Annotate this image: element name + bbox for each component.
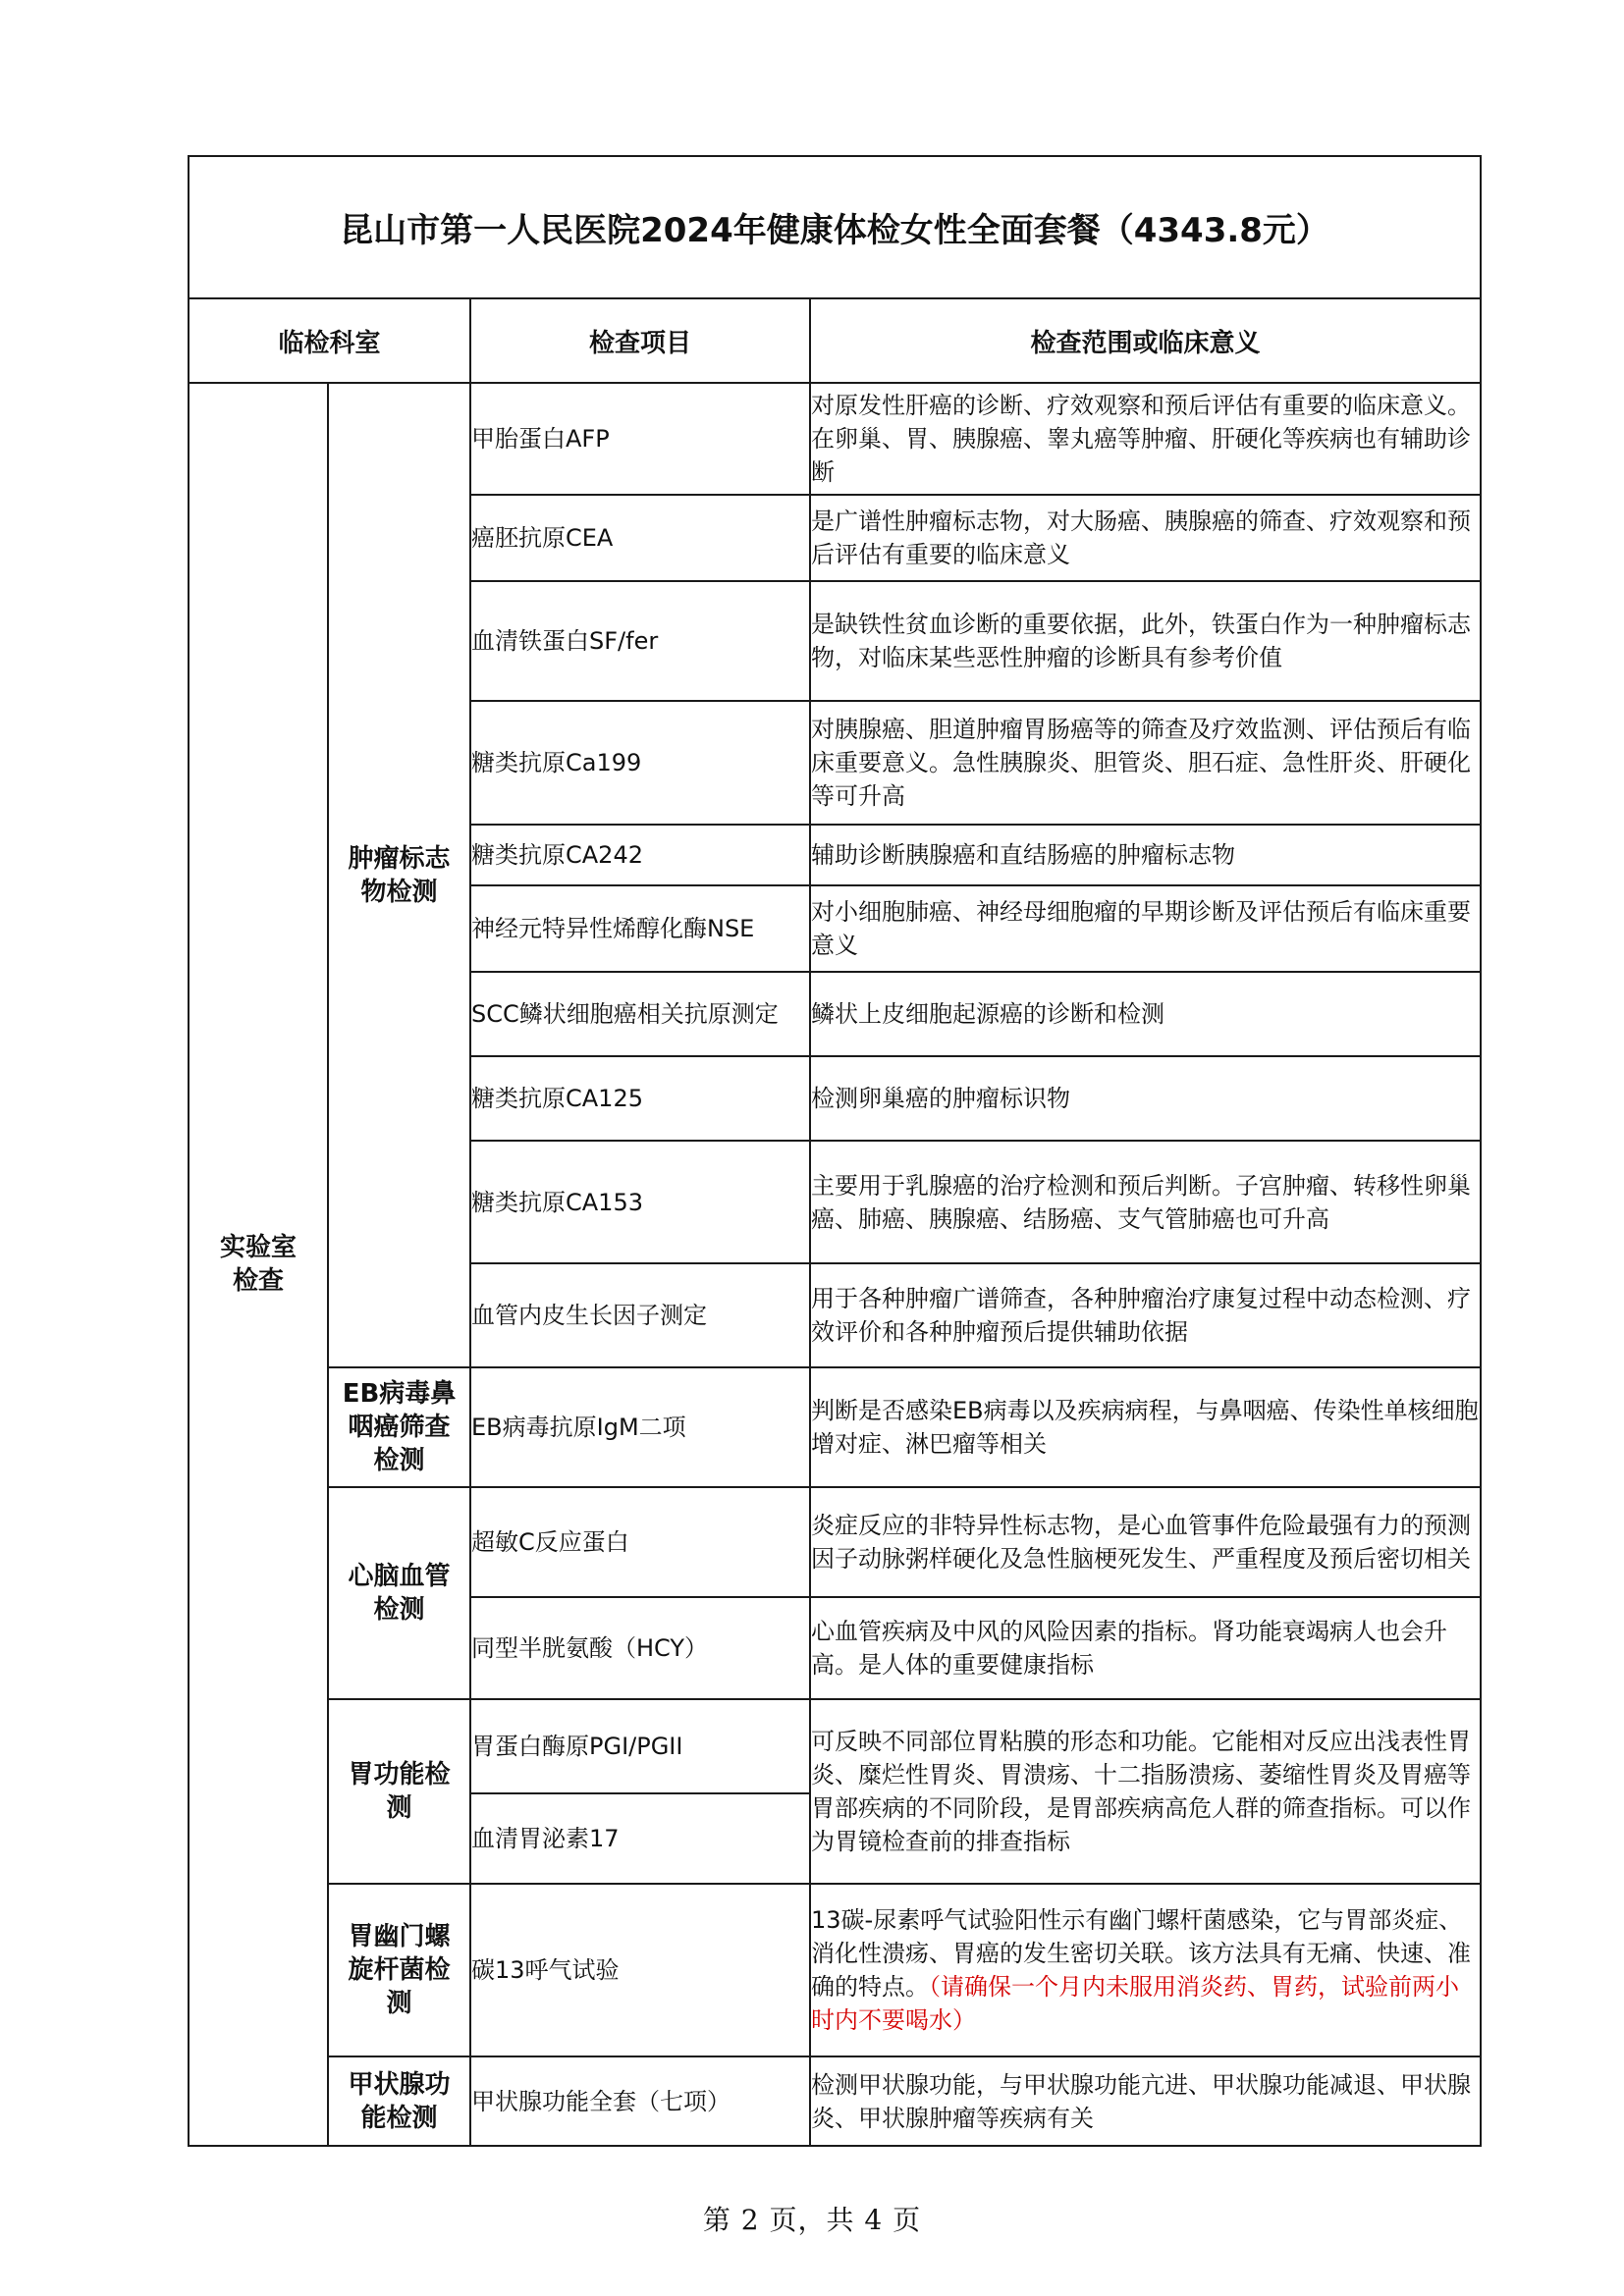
desc-cell: [810, 1884, 1481, 2056]
department-label: 实验室 检查: [219, 1233, 297, 1296]
desc-cell: 判断是否感染EB病毒以及疾病病程，与鼻咽癌、传染性单核细胞增对症、淋巴瘤等相关: [810, 1367, 1481, 1487]
desc-cell: 是广谱性肿瘤标志物，对大肠癌、胰腺癌的筛查、疗效观察和预后评估有重要的临床意义: [810, 495, 1481, 581]
desc-cell: 对原发性肝癌的诊断、疗效观察和预后评估有重要的临床意义。在卵巢、胃、胰腺癌、睾丸癌等肿瘤、肝硬化等疾病也有辅助诊断: [810, 383, 1481, 495]
desc-text: 13碳-尿素呼气试验阳性示有幽门螺杆菌感染，它与胃部炎症、消化性溃疡、胃癌的发生密切关联。该方法具有无痛、快速、准确的特点。: [811, 1906, 1471, 2001]
category-label: 肿瘤标志 物检测: [348, 843, 451, 907]
item-cell: EB病毒抗原IgM二项: [470, 1367, 810, 1487]
desc-cell: 主要用于乳腺癌的治疗检测和预后判断。子宫肿瘤、转移性卵巢癌、肺癌、胰腺癌、结肠癌、支气管肺癌也可升高: [810, 1141, 1481, 1263]
category-label: EB病毒鼻 咽癌筛查 检测: [342, 1379, 457, 1475]
item-cell: 胃蛋白酶原PGI/PGII: [470, 1699, 810, 1793]
item-cell: 癌胚抗原CEA: [470, 495, 810, 581]
item-cell: 血管内皮生长因子测定: [470, 1263, 810, 1367]
header-dept: 临检科室: [189, 298, 470, 383]
desc-cell: 检测甲状腺功能，与甲状腺功能亢进、甲状腺功能减退、甲状腺炎、甲状腺肿瘤等疾病有关: [810, 2056, 1481, 2146]
item-cell: 超敏C反应蛋白: [470, 1487, 810, 1597]
item-cell: 血清铁蛋白SF/fer: [470, 581, 810, 701]
warning-note: （请确保一个月内未服用消炎药、胃药，试验前两小时内不要喝水）: [811, 1973, 1459, 2034]
desc-cell: 是缺铁性贫血诊断的重要依据，此外，铁蛋白作为一种肿瘤标志物，对临床某些恶性肿瘤的诊断具有参考价值: [810, 581, 1481, 701]
desc-cell: 鳞状上皮细胞起源癌的诊断和检测: [810, 972, 1481, 1056]
header-desc: 检查范围或临床意义: [810, 298, 1481, 383]
category-tumor: [328, 383, 470, 1367]
category-cardio: [328, 1487, 470, 1699]
item-cell: 碳13呼气试验: [470, 1884, 810, 2056]
desc-cell: 对小细胞肺癌、神经母细胞瘤的早期诊断及评估预后有临床重要意义: [810, 885, 1481, 972]
item-cell: 甲胎蛋白AFP: [470, 383, 810, 495]
category-thyroid: [328, 2056, 470, 2146]
category-gastric: [328, 1699, 470, 1884]
desc-cell: 炎症反应的非特异性标志物，是心血管事件危险最强有力的预测因子动脉粥样硬化及急性脑梗死发生、严重程度及预后密切相关: [810, 1487, 1481, 1597]
desc-cell: 用于各种肿瘤广谱筛查，各种肿瘤治疗康复过程中动态检测、疗效评价和各种肿瘤预后提供辅助依据: [810, 1263, 1481, 1367]
page-footer: 第 2 页，共 4 页: [702, 2204, 922, 2236]
item-cell: 糖类抗原CA153: [470, 1141, 810, 1263]
category-label: 胃幽门螺 旋杆菌检 测: [348, 1922, 451, 2018]
item-cell: 血清胃泌素17: [470, 1793, 810, 1884]
header-item: 检查项目: [470, 298, 810, 383]
category-eb: [328, 1367, 470, 1487]
item-cell: 甲状腺功能全套（七项）: [470, 2056, 810, 2146]
category-hp: [328, 1884, 470, 2056]
item-cell: SCC鳞状细胞癌相关抗原测定: [470, 972, 810, 1056]
item-cell: 同型半胱氨酸（HCY）: [470, 1597, 810, 1699]
page-title: 昆山市第一人民医院2024年健康体检女性全面套餐（4343.8元）: [189, 156, 1481, 298]
desc-cell: 辅助诊断胰腺癌和直结肠癌的肿瘤标志物: [810, 825, 1481, 885]
category-label: 心脑血管 检测: [348, 1562, 451, 1625]
desc-cell: 心血管疾病及中风的风险因素的指标。肾功能衰竭病人也会升高。是人体的重要健康指标: [810, 1597, 1481, 1699]
department-lab: [189, 383, 328, 2146]
desc-cell: 可反映不同部位胃粘膜的形态和功能。它能相对反应出浅表性胃炎、糜烂性胃炎、胃溃疡、十二指肠溃疡、萎缩性胃炎及胃癌等胃部疾病的不同阶段，是胃部疾病高危人群的筛查指标。可以作为胃镜检查前的排查指标: [810, 1699, 1481, 1884]
item-cell: 糖类抗原CA242: [470, 825, 810, 885]
item-cell: 神经元特异性烯醇化酶NSE: [470, 885, 810, 972]
desc-cell: 检测卵巢癌的肿瘤标识物: [810, 1056, 1481, 1141]
item-cell: 糖类抗原CA125: [470, 1056, 810, 1141]
item-cell: 糖类抗原Ca199: [470, 701, 810, 825]
desc-cell: 对胰腺癌、胆道肿瘤胃肠癌等的筛查及疗效监测、评估预后有临床重要意义。急性胰腺炎、胆管炎、胆石症、急性肝炎、肝硬化等可升高: [810, 701, 1481, 825]
checkup-table: [188, 155, 1482, 2147]
category-label: 甲状腺功 能检测: [348, 2069, 451, 2133]
category-label: 胃功能检 测: [348, 1760, 451, 1823]
